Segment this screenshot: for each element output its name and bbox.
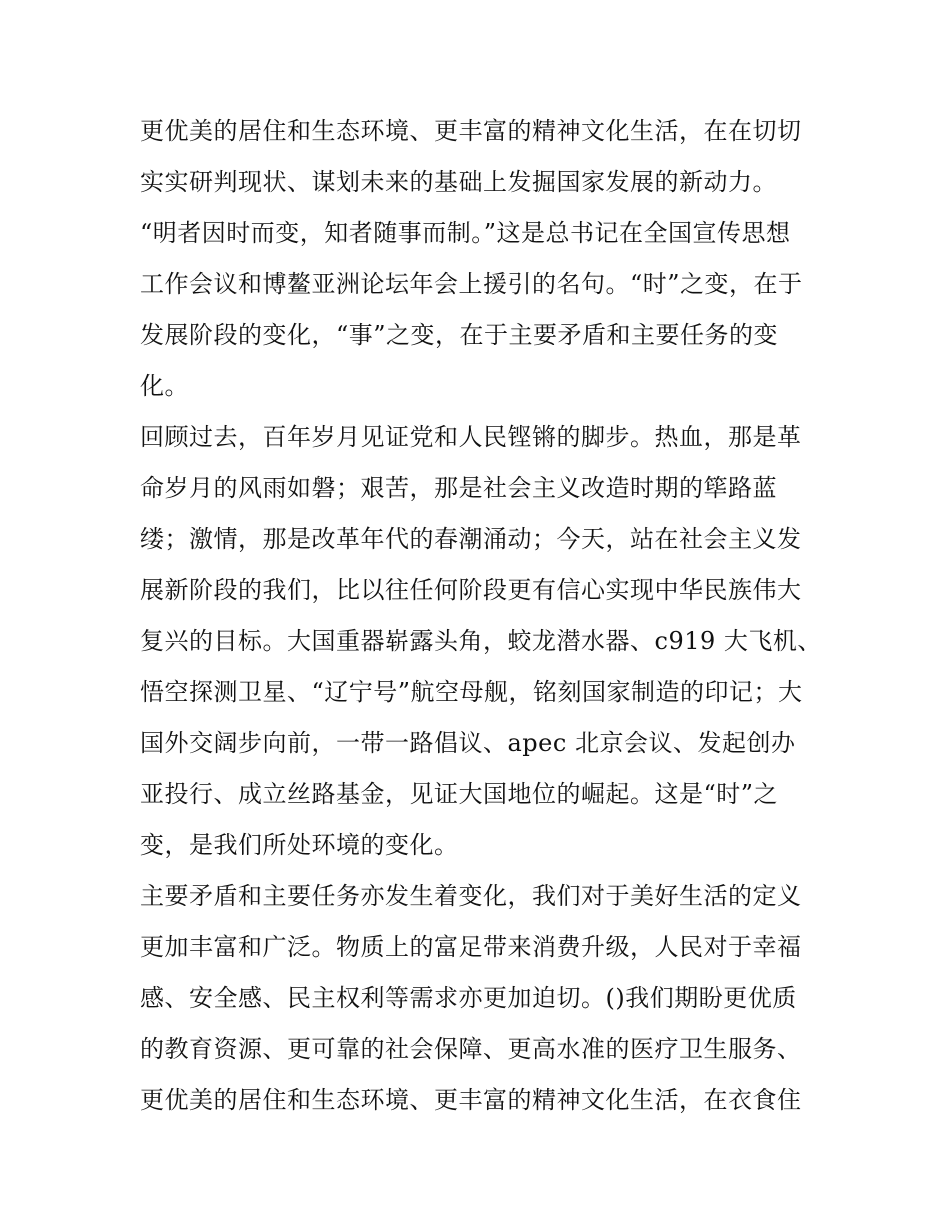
text-line: 的教育资源、更可靠的社会保障、更高水准的医疗卫生服务、 xyxy=(140,1035,802,1063)
text-line: 更优美的居住和生态环境、更丰富的精神文化生活，在衣食住 xyxy=(140,1086,802,1114)
text-line: 缕；激情，那是改革年代的春潮涌动；今天，站在社会主义发 xyxy=(140,525,802,553)
text-line: 工作会议和博鳌亚洲论坛年会上援引的名句。“时”之变，在于 xyxy=(140,270,803,298)
text-line: 回顾过去，百年岁月见证党和人民铿锵的脚步。热血，那是革 xyxy=(140,423,802,451)
text-line: “明者因时而变，知者随事而制。”这是总书记在全国宣传思想 xyxy=(140,219,791,247)
text-line: 更加丰富和广泛。物质上的富足带来消费升级，人民对于幸福 xyxy=(140,933,802,961)
text-line: 发展阶段的变化，“事”之变，在于主要矛盾和主要任务的变 xyxy=(140,321,779,349)
document-body xyxy=(140,106,822,1126)
text-line: 复兴的目标。大国重器崭露头角，蛟龙潜水器、c919 大飞机、 xyxy=(140,627,822,655)
text-line: 国外交阔步向前，一带一路倡议、apec 北京会议、发起创办 xyxy=(140,729,796,757)
text-line: 展新阶段的我们，比以往任何阶段更有信心实现中华民族伟大 xyxy=(140,576,802,604)
text-line: 悟空探测卫星、“辽宁号”航空母舰，铭刻国家制造的印记；大 xyxy=(140,678,803,706)
text-line: 变，是我们所处环境的变化。 xyxy=(140,831,459,859)
text-line: 主要矛盾和主要任务亦发生着变化，我们对于美好生活的定义 xyxy=(140,882,802,910)
text-line: 化。 xyxy=(140,372,189,400)
text-line: 命岁月的风雨如磐；艰苦，那是社会主义改造时期的筚路蓝 xyxy=(140,474,777,502)
text-line: 亚投行、成立丝路基金，见证大国地位的崛起。这是“时”之 xyxy=(140,780,779,808)
text-line: 实实研判现状、谋划未来的基础上发掘国家发展的新动力。 xyxy=(140,168,777,196)
text-line: 更优美的居住和生态环境、更丰富的精神文化生活，在在切切 xyxy=(140,117,802,145)
text-line: 感、安全感、民主权利等需求亦更加迫切。()我们期盼更优质 xyxy=(140,984,797,1012)
